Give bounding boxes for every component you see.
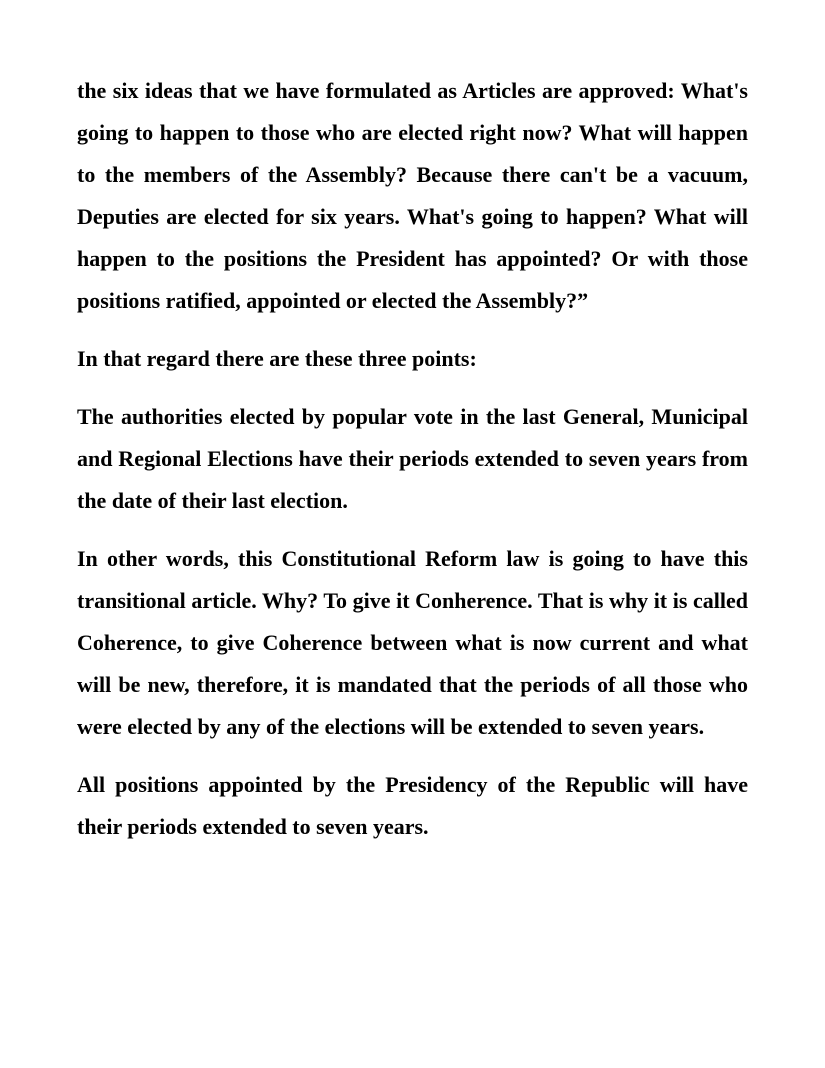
paragraph-coherence: In other words, this Constitutional Reform law is going to have this transitional article. Why? To give it Conherence. That is why it is called Coherence, to give Coherence between what is now current and what will be new, therefore, it is mandated that the periods of all those who were elected by any of the elections will be extended to seven years. (77, 546, 748, 739)
paragraph-presidency: All positions appointed by the Presidency of the Republic will have their periods extended to seven years. (77, 772, 748, 839)
paragraph-continuation: the six ideas that we have formulated as Articles are approved: What's going to happen to those who are elected right now? What will happen to the members of the Assembly? Because there can't be a vacuum, Deputies are elected for six years. What's going to happen? What will happen to the positions the President has appointed? Or with those positions ratified, appointed or elected the Assembly?” (77, 78, 748, 313)
paragraph-three-points: In that regard there are these three points: (77, 346, 477, 371)
paragraph-authorities: The authorities elected by popular vote in the last General, Municipal and Regional Elections have their periods extended to seven years from the date of their last election. (77, 404, 748, 513)
document-page (77, 70, 748, 864)
